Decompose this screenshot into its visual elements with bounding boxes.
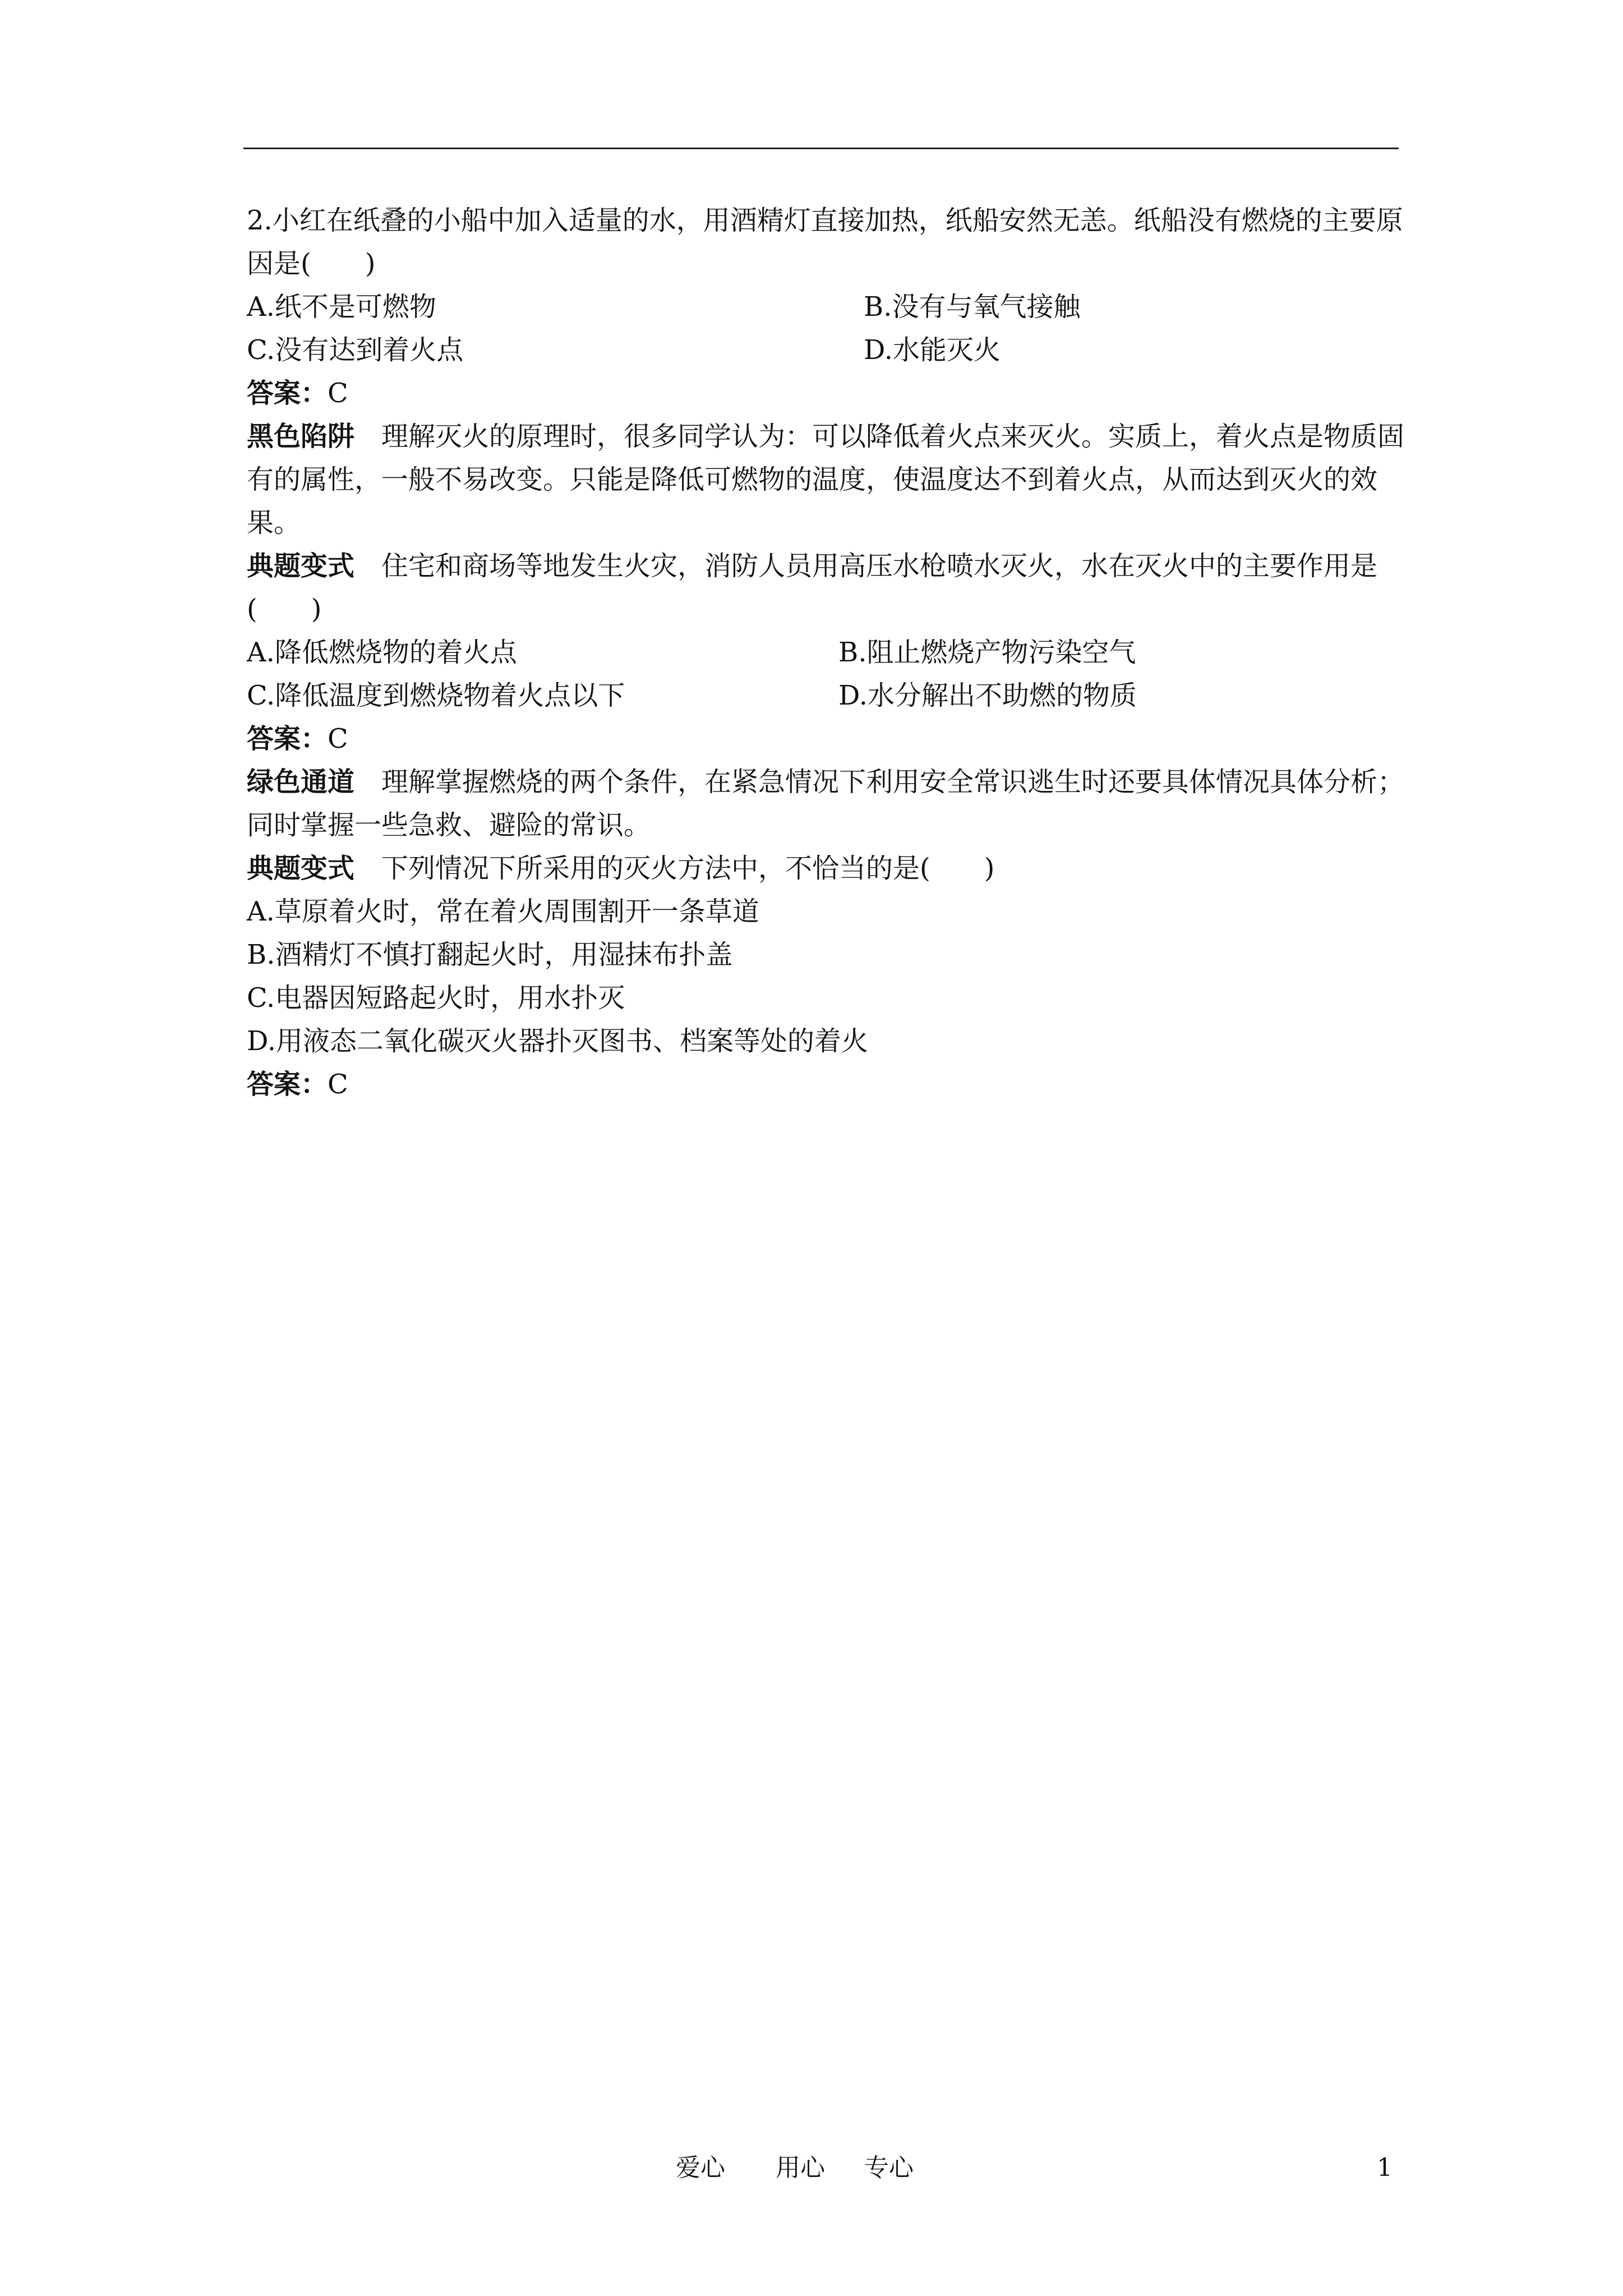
variant1-options-row-2 (247, 674, 1413, 717)
question-stem: 2.小红在纸叠的小船中加入适量的水，用酒精灯直接加热，纸船安然无恙。纸船没有燃烧的主要原因是( ) (247, 205, 1403, 279)
answer-label: 答案： (247, 378, 328, 409)
variant1-options-row-1 (247, 631, 1413, 674)
question-answer (247, 372, 1413, 415)
question-option-b: B.没有与氧气接触 (864, 291, 1081, 323)
answer-value: C (328, 378, 348, 409)
footer-slogan (676, 2151, 914, 2185)
variant1-option-a: A.降低燃烧物的着火点 (247, 637, 517, 668)
trap-paragraph (247, 415, 1413, 545)
trap-label: 黑色陷阱 (247, 421, 355, 452)
footer-slogan-3: 专心 (864, 2154, 914, 2182)
question-option-d: D.水能灭火 (864, 334, 1001, 366)
answer-label: 答案： (247, 723, 328, 754)
header-rule (243, 148, 1399, 149)
question-options-row-2 (247, 329, 1413, 372)
variant2-stem (247, 847, 1413, 890)
question-option-a: A.纸不是可燃物 (247, 291, 436, 323)
channel-label: 绿色通道 (247, 766, 355, 798)
trap-text: 理解灭火的原理时，很多同学认为：可以降低着火点来灭火。实质上，着火点是物质固有的属性，一般不易改变。只能是降低可燃物的温度，使温度达不到着火点，从而达到灭火的效果。 (247, 421, 1405, 539)
variant1-option-d: D.水分解出不助燃的物质 (838, 680, 1137, 711)
page-footer (0, 2151, 1623, 2185)
variant2-option-d: D.用液态二氧化碳灭火器扑灭图书、档案等处的着火 (247, 1025, 869, 1057)
variant1-option-b: B.阻止燃烧产物污染空气 (838, 637, 1136, 668)
footer-slogan-1: 爱心 (676, 2154, 725, 2182)
footer-slogan-2: 用心 (776, 2154, 825, 2182)
answer-value: C (328, 723, 348, 754)
variant2-option-b: B.酒精灯不慎打翻起火时，用湿抹布扑盖 (247, 939, 733, 970)
variant2-option-c: C.电器因短路起火时，用水扑灭 (247, 982, 625, 1014)
variant1-answer (247, 717, 1413, 761)
variant1-option-c: C.降低温度到燃烧物着火点以下 (247, 680, 625, 711)
variant2-answer (247, 1063, 1413, 1106)
variant1-label: 典题变式 (247, 550, 355, 582)
channel-paragraph (247, 761, 1413, 847)
variant1-text: 住宅和商场等地发生火灾，消防人员用高压水枪喷水灭火，水在灭火中的主要作用是( ) (247, 550, 1378, 625)
question-option-c: C.没有达到着火点 (247, 334, 464, 366)
channel-text: 理解掌握燃烧的两个条件，在紧急情况下利用安全常识逃生时还要具体情况具体分析；同时掌握一些急救、避险的常识。 (247, 766, 1405, 841)
variant2-label: 典题变式 (247, 853, 355, 884)
page-number: 1 (1377, 2154, 1393, 2182)
answer-value: C (328, 1069, 348, 1100)
variant2-text: 下列情况下所采用的灭火方法中，不恰当的是( ) (381, 853, 995, 884)
answer-label: 答案： (247, 1069, 328, 1100)
variant1-stem (247, 545, 1413, 631)
variant2-option-a: A.草原着火时，常在着火周围割开一条草道 (247, 896, 759, 927)
document-body (247, 199, 1413, 1106)
question-options-row-1 (247, 286, 1413, 329)
